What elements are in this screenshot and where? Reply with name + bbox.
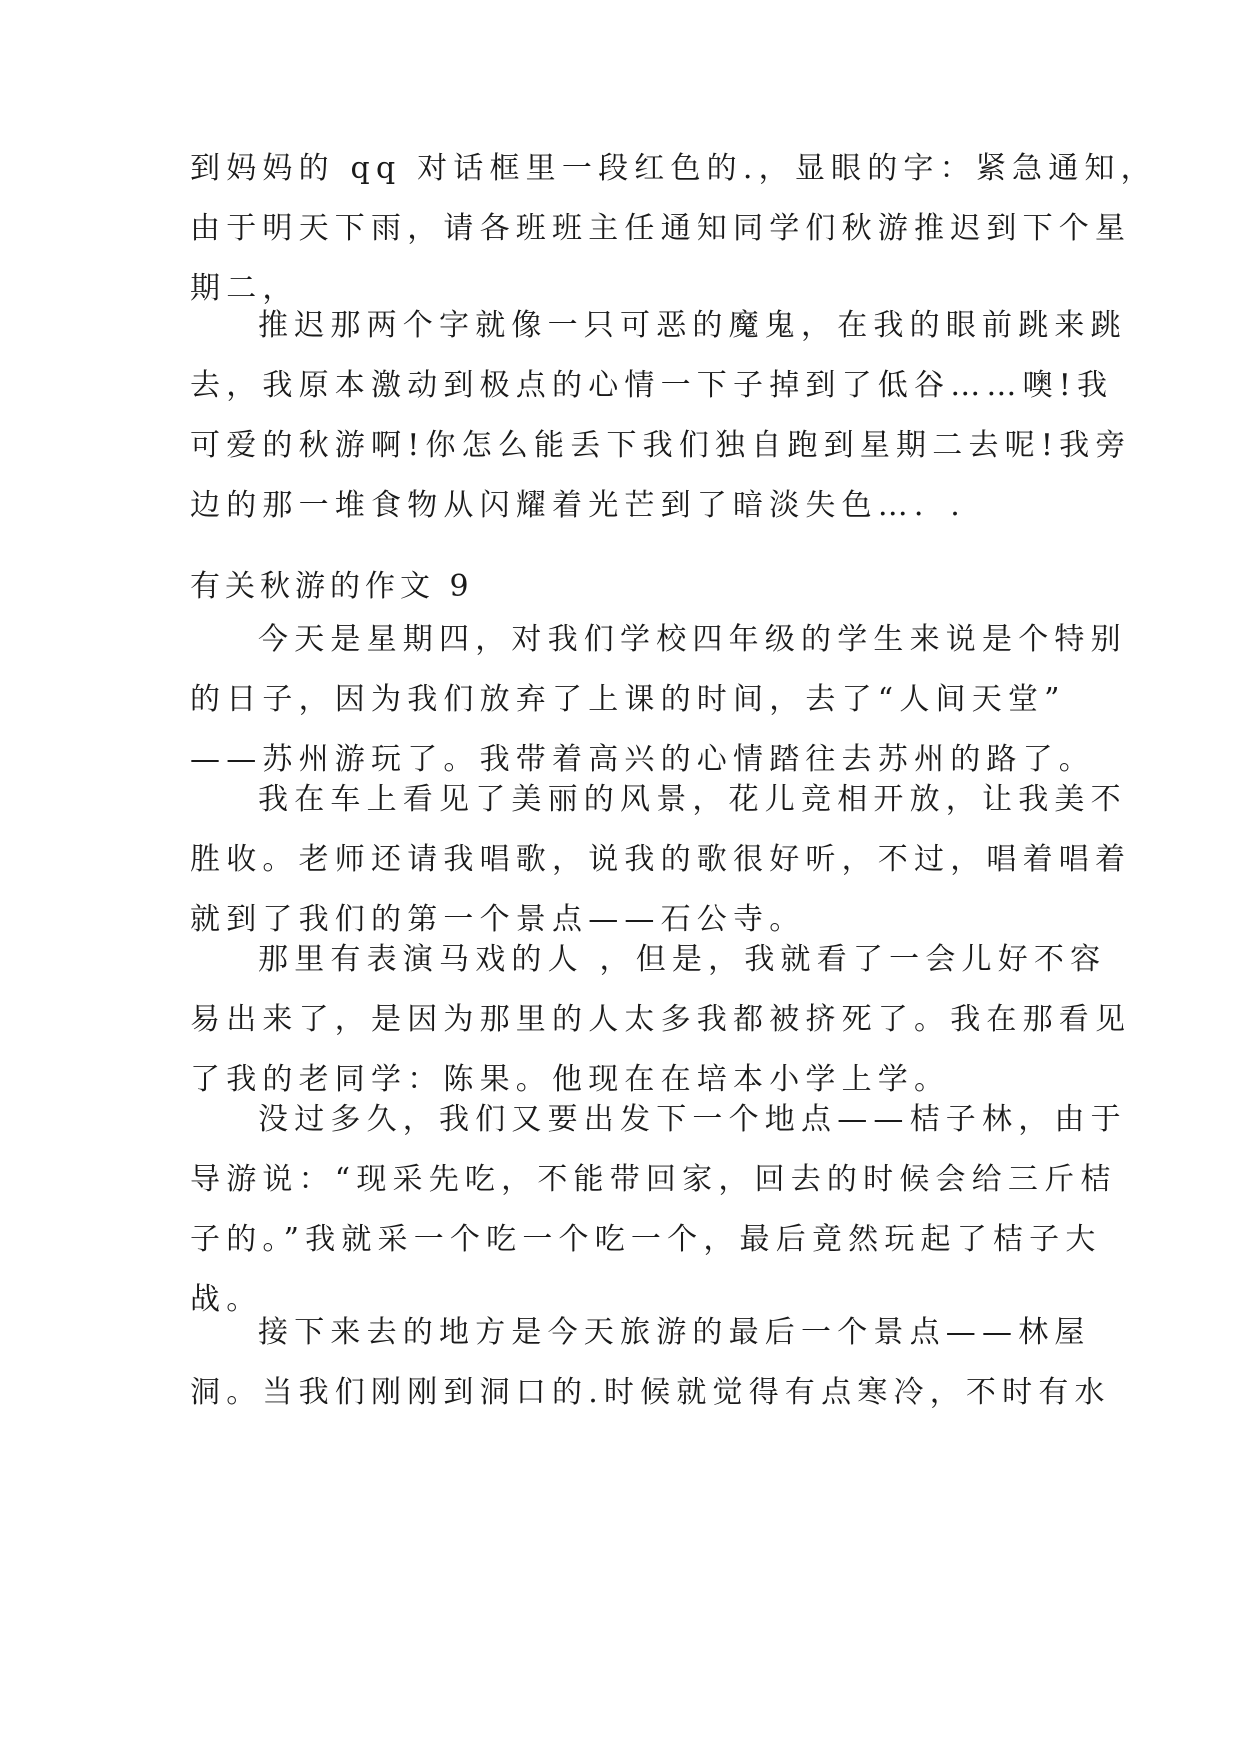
section-heading: 有关秋游的作文 9: [190, 569, 474, 604]
text-line: 了我的老同学：陈果。他现在在培本小学上学。: [190, 1062, 951, 1097]
text-line: 我在车上看见了美丽的风景，花儿竞相开放，让我美不: [258, 782, 1127, 817]
text-line: 战。: [190, 1282, 263, 1317]
continuation-paragraph: [190, 139, 1157, 319]
text-line: 易出来了，是因为那里的人太多我都被挤死了。我在那看见: [190, 1002, 1132, 1037]
text-line: 的日子，因为我们放弃了上课的时间，去了“人间天堂”: [190, 682, 1066, 717]
paragraph: [190, 1090, 1127, 1330]
text-line: 到妈妈的 qq 对话框里一段红色的.，显眼的字：紧急通知，: [190, 151, 1157, 186]
paragraph: [190, 610, 1127, 790]
text-line: 洞。当我们刚刚到洞口的.时候就觉得有点寒冷，不时有水: [190, 1375, 1111, 1410]
text-line: ——苏州游玩了。我带着高兴的心情踏往去苏州的路了。: [190, 742, 1095, 777]
text-line: 由于明天下雨，请各班班主任通知同学们秋游推迟到下个星: [190, 211, 1132, 246]
text-line: 胜收。老师还请我唱歌，说我的歌很好听，不过，唱着唱着: [190, 842, 1132, 877]
text-line: 推迟那两个字就像一只可恶的魔鬼，在我的眼前跳来跳: [258, 308, 1127, 343]
text-line: 接下来去的地方是今天旅游的最后一个景点——林屋: [258, 1315, 1091, 1350]
text-line: 那里有表演马戏的人 ，但是，我就看了一会儿好不容: [258, 942, 1107, 977]
paragraph: [190, 770, 1132, 950]
text-line: 导游说：“现采先吃，不能带回家，回去的时候会给三斤桔: [190, 1162, 1117, 1197]
paragraph: [190, 930, 1132, 1110]
text-line: 边的那一堆食物从闪耀着光芒到了暗淡失色…．.: [190, 488, 966, 523]
text-line: 没过多久，我们又要出发下一个地点——桔子林，由于: [258, 1102, 1127, 1137]
text-line: 就到了我们的第一个景点——石公寺。: [190, 902, 806, 937]
paragraph: [190, 296, 1132, 536]
text-line: 期二，: [190, 271, 299, 306]
text-line: 去，我原本激动到极点的心情一下子掉到了低谷……噢!我: [190, 368, 1114, 403]
text-line: 子的。”我就采一个吃一个吃一个，最后竟然玩起了桔子大: [190, 1222, 1102, 1257]
text-line: 可爱的秋游啊!你怎么能丢下我们独自跑到星期二去呢!我旁: [190, 428, 1132, 463]
paragraph: [190, 1303, 1111, 1423]
text-line: 今天是星期四，对我们学校四年级的学生来说是个特别: [258, 622, 1127, 657]
